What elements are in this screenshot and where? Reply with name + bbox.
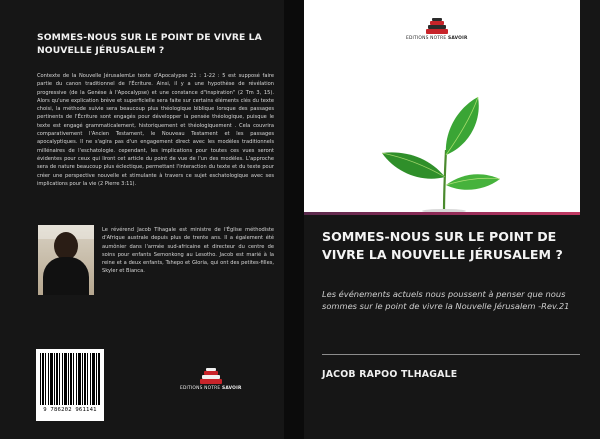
front-cover-image xyxy=(304,0,580,212)
publisher-name-bold: SAVOIR xyxy=(222,386,242,391)
author-photo xyxy=(38,225,94,295)
back-publisher-name xyxy=(180,386,242,391)
accent-divider xyxy=(304,212,580,215)
author-body-shape xyxy=(43,257,89,295)
stacked-books-icon xyxy=(200,368,222,384)
front-cover xyxy=(304,0,600,439)
front-cover-author: JACOB RAPOO TLHAGALE xyxy=(322,369,458,380)
front-cover-subtitle: Les événements actuels nous poussent à penser que nous sommes sur le point de vivre la Nouvelle Jérusalem -Rev.21 xyxy=(322,289,570,311)
author-head-shape xyxy=(54,232,78,260)
publisher-name-regular: EDITIONS NOTRE xyxy=(180,386,222,391)
author-divider xyxy=(322,354,580,355)
publisher-name-bold: SAVOIR xyxy=(448,36,468,41)
back-cover xyxy=(0,0,284,439)
front-publisher-name xyxy=(406,36,468,41)
author-bio: Le révérend Jacob Tlhagale est ministre de l'Église méthodiste d'Afrique australe depuis plus de trente ans. Il a également été aumônier dans l'armée sud-africaine et directeur du centre de soins pour enfants Semonkong au Lesotho. Jacob est marié à la reine et a deux enfants, Tshepo et Gloria, qui ont des petites-filles, Skyler et Bianca. xyxy=(102,227,274,275)
isbn-barcode xyxy=(36,349,104,421)
publisher-name-regular: EDITIONS NOTRE xyxy=(406,36,448,41)
book-spine xyxy=(284,0,304,439)
front-publisher-logo xyxy=(406,18,468,41)
stacked-books-icon xyxy=(426,18,448,34)
barcode-bars xyxy=(40,353,100,405)
back-cover-summary: Contexte de la Nouvelle JérusalemLe texte d'Apocalypse 21 : 1-22 : 5 est supposé faire partie du canon traditionnel de l'Écriture. Ainsi, il y a une hypothèse de révélation progressive (de la Genèse à l'Apocalypse) et une constance d"inspiration" (2 Tm 3, 15). Alors qu'une explication brève et superficielle sera faite sur certains éléments clés du texte choisi, la méthode suivie sera beaucoup plus théologique biblique lorsque des passages pertinents de l'Écriture sont engagés pour développer la pensée théologique, puisque le texte est engagé grammaticalement, historiquement et théologiquement . Cela couvrira comparativement l'Ancien Testament, le Nouveau Testament et les passages apocalyptiques. Il ne s'agira pas d'un engagement direct avec les modèles traditionnels millénaires de l'eschatologie. cependant, les implications pour toutes ces vues seront évidentes pour ceux qui liront cet article du point de vue de l'un des modèles. L'approche sera de nature beaucoup plus éclectique, permettant l'interaction du texte et du texte pour créer une perspective nouvelle et stimulante à travers ce sujet eschatologique avec ses implications pour la vie (2 Pierre 3:11). xyxy=(37,73,274,187)
front-cover-title: SOMMES-NOUS SUR LE POINT DE VIVRE LA NOUVELLE JÉRUSALEM ? xyxy=(322,229,563,262)
sprouting-plant-icon xyxy=(374,95,514,213)
barcode-digits: 9 786202 961141 xyxy=(43,407,97,413)
back-publisher-logo xyxy=(180,368,242,391)
back-cover-title: SOMMES-NOUS SUR LE POINT DE VIVRE LA NOUVELLE JÉRUSALEM ? xyxy=(37,32,262,56)
